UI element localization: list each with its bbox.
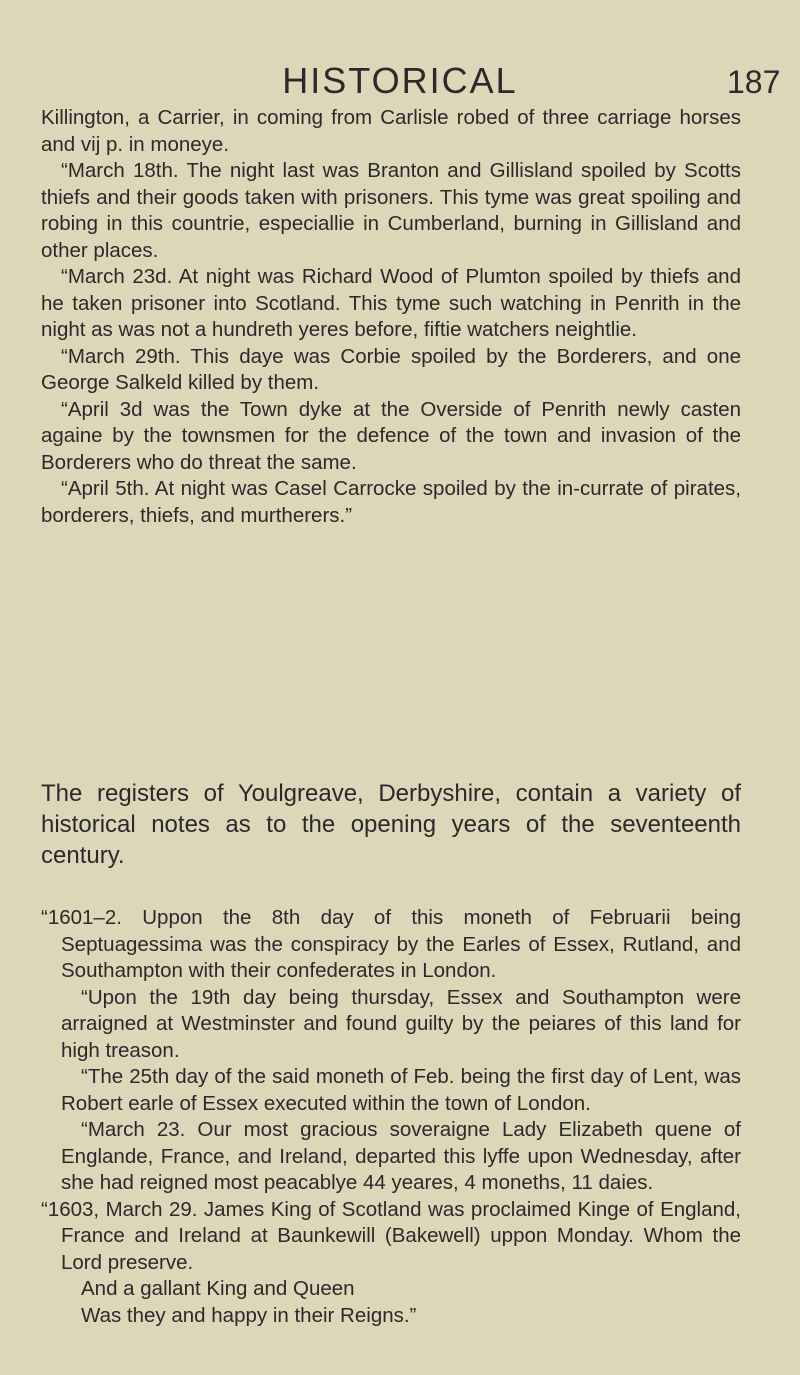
running-title: HISTORICAL: [282, 60, 518, 101]
entry-1601-conspiracy: “1601–2. Uppon the 8th day of this moneth of Februarii being Septuagessima was the conspiracy by the Earles of Essex, Rutland, and Southampton with their confederates in London.: [41, 906, 741, 982]
verse-line-2: Was they and happy in their Reigns.”: [81, 1303, 417, 1327]
entry-elizabeth-death: “March 23. Our most gracious soveraigne Lady Elizabeth quene of Englande, France, and Ireland, departed this lyffe upon Wednesday, after she had reigned most peacablye 44 yeares, 4 moneths, 11 daies.: [61, 1118, 741, 1194]
paragraph-killington: Killington, a Carrier, in coming from Carlisle robed of three carriage horses and vij p. in moneye.: [41, 106, 741, 156]
section-penrith-registers: [41, 105, 741, 529]
paragraph-march-29: “March 29th. This daye was Corbie spoiled by the Borderers, and one George Salkeld killed by them.: [41, 344, 741, 394]
paragraph-april-5: “April 5th. At night was Casel Carrocke spoiled by the in-currate of pirates, borderers, thiefs, and murtherers.”: [41, 477, 741, 527]
paragraph-youlgreave-intro: The registers of Youlgreave, Derbyshire, contain a variety of historical notes as to the opening years of the seventeenth century.: [41, 780, 741, 869]
paragraph-april-3: “April 3d was the Town dyke at the Overside of Penrith newly casten againe by the townsmen for the defence of the town and invasion of the Borderers who do threat the same.: [41, 397, 741, 474]
section-youlgreave-registers: [41, 905, 741, 1329]
entry-1603-james-proclaimed: “1603, March 29. James King of Scotland was proclaimed Kinge of England, France and Ireland at Baunkewill (Bakewell) uppon Monday. Whom the Lord preserve.: [41, 1197, 741, 1274]
verse-line-1: And a gallant King and Queen: [81, 1277, 355, 1300]
entry-essex-arraigned: “Upon the 19th day being thursday, Essex and Southampton were arraigned at Westminster and found guilty by the peiares of this land for high treason.: [61, 985, 741, 1062]
paragraph-march-18: “March 18th. The night last was Branton and Gillisland spoiled by Scotts thiefs and their goods taken with prisoners. This tyme was great spoiling and robing in this countrie, especiallie in Cumberland, burning in Gillisland and other places.: [41, 159, 741, 262]
paragraph-march-23: “March 23d. At night was Richard Wood of Plumton spoiled by thiefs and he taken prisoner into Scotland. This tyme such watching in Penrith in the night as was not a hundreth yeres before, fiftie watchers neightlie.: [41, 265, 741, 341]
page-number: 187: [727, 64, 781, 100]
entry-essex-executed: “The 25th day of the said moneth of Feb. being the first day of Lent, was Robert earle of Essex executed within the town of London.: [61, 1065, 741, 1115]
